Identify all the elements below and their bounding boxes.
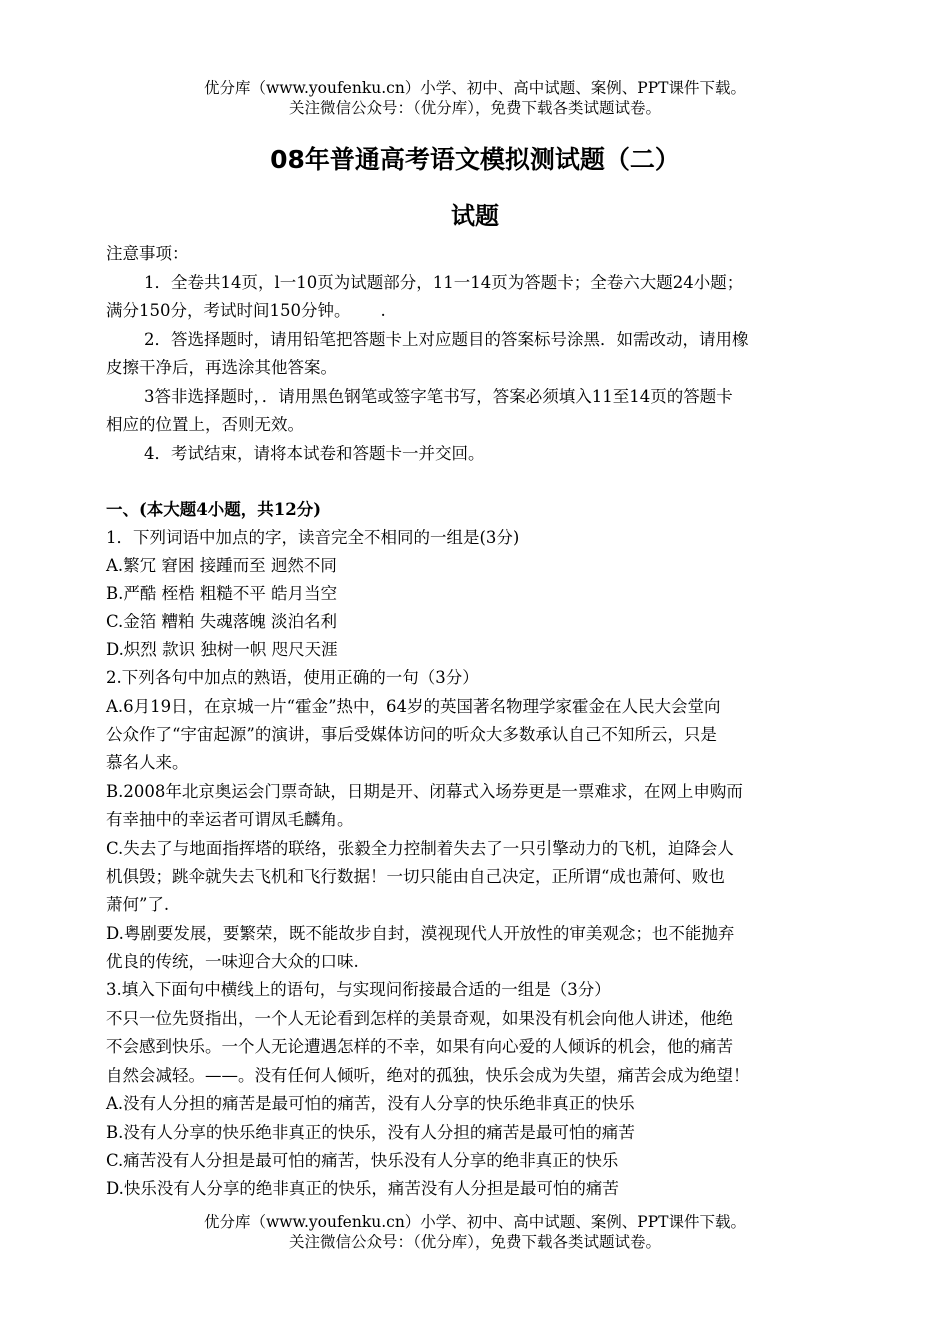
page-subtitle: 试题 xyxy=(451,202,499,230)
question-line: D.粤剧要发展，要繁荣，既不能故步自封，漠视现代人开放性的审美观念；也不能抛弃 xyxy=(106,924,735,943)
question-line: C.痛苦没有人分担是最可怕的痛苦，快乐没有人分享的绝非真正的快乐 xyxy=(106,1151,619,1170)
question-line: 公众作了“宇宙起源”的演讲，事后受媒体访问的听众大多数承认自己不知所云，只是 xyxy=(106,725,717,744)
question-line: 有幸抽中的幸运者可谓凤毛麟角。 xyxy=(106,810,354,829)
question-line: B.2008年北京奥运会门票奇缺，日期是开、闭幕式入场券更是一票难求，在网上申购而 xyxy=(106,782,743,801)
page-title: 08年普通高考语文模拟测试题（二） xyxy=(270,145,680,174)
question-line: D.快乐没有人分享的绝非真正的快乐，痛苦没有人分担是最可怕的痛苦 xyxy=(106,1179,619,1198)
question-line: A.6月19日，在京城一片“霍金”热中，64岁的英国著名物理学家霍金在人民大会堂向 xyxy=(106,697,721,716)
header-line-2: 关注微信公众号：（优分库），免费下载各类试题试卷。 xyxy=(288,99,661,117)
question-line: 3.填入下面句中横线上的语句，与实现问衔接最合适的一组是（3分） xyxy=(106,980,611,999)
question-line: 2.下列各句中加点的熟语，使用正确的一句（3分） xyxy=(106,668,479,687)
footer-line-2: 关注微信公众号：（优分库），免费下载各类试题试卷。 xyxy=(288,1233,661,1251)
notice-line: 3答非选择题时，．请用黑色钢笔或签字笔书写，答案必须填入11至14页的答题卡 xyxy=(144,387,733,406)
footer-line-1: 优分库（www.youfenku.cn）小学、初中、高中试题、案例、PPT课件下载。 xyxy=(203,1213,747,1231)
notice-line: 相应的位置上，否则无效。 xyxy=(106,415,304,434)
question-line: C.金箔 糟粕 失魂落魄 淡泊名利 xyxy=(106,612,338,631)
section-heading: 一、(本大题4小题，共12分) xyxy=(106,500,322,519)
notice-line: 皮擦干净后，再选涂其他答案。 xyxy=(106,358,337,377)
notice-line: 1．全卷共14页，l一10页为试题部分，11一14页为答题卡；全卷六大题24小题； xyxy=(144,273,744,292)
question-line: 自然会减轻。——。没有任何人倾听，绝对的孤独，快乐会成为失望，痛苦会成为绝望！ xyxy=(106,1066,750,1085)
notice-line: 满分150分，考试时间150分钟。 . xyxy=(106,301,386,320)
question-line: 萧何”了. xyxy=(106,895,170,914)
header-line-1: 优分库（www.youfenku.cn）小学、初中、高中试题、案例、PPT课件下载。 xyxy=(203,79,747,97)
question-line: C.失去了与地面指挥塔的联络，张毅全力控制着失去了一只引擎动力的飞机，迫降会人 xyxy=(106,839,734,858)
question-line: 机俱毁；跳伞就失去飞机和飞行数据！一切只能由自己决定，正所谓“成也萧何、败也 xyxy=(106,867,725,886)
question-line: 不会感到快乐。一个人无论遭遇怎样的不幸，如果有向心爱的人倾诉的机会，他的痛苦 xyxy=(106,1037,733,1056)
question-line: 不只一位先贤指出，一个人无论看到怎样的美景奇观，如果没有机会向他人讲述，他绝 xyxy=(106,1009,733,1028)
question-line: B.严酷 桎梏 粗糙不平 皓月当空 xyxy=(106,584,338,603)
notice-line: 2．答选择题时，请用铅笔把答题卡上对应题目的答案标号涂黑．如需改动，请用橡 xyxy=(144,330,749,349)
question-line: 1．下列词语中加点的字，读音完全不相同的一组是(3分) xyxy=(106,528,520,547)
question-line: A.没有人分担的痛苦是最可怕的痛苦，没有人分享的快乐绝非真正的快乐 xyxy=(106,1094,635,1113)
notice-heading: 注意事项： xyxy=(106,244,189,263)
question-line: B.没有人分享的快乐绝非真正的快乐，没有人分担的痛苦是最可怕的痛苦 xyxy=(106,1123,635,1142)
question-line: 慕名人来。 xyxy=(106,753,189,772)
question-line: 优良的传统，一味迎合大众的口味. xyxy=(106,952,359,971)
question-line: A.繁冗 窘困 接踵而至 迥然不同 xyxy=(106,556,337,575)
notice-line: 4．考试结束，请将本试卷和答题卡一并交回。 xyxy=(144,444,485,463)
question-line: D.炽烈 款识 独树一帜 咫尺天涯 xyxy=(106,640,338,659)
